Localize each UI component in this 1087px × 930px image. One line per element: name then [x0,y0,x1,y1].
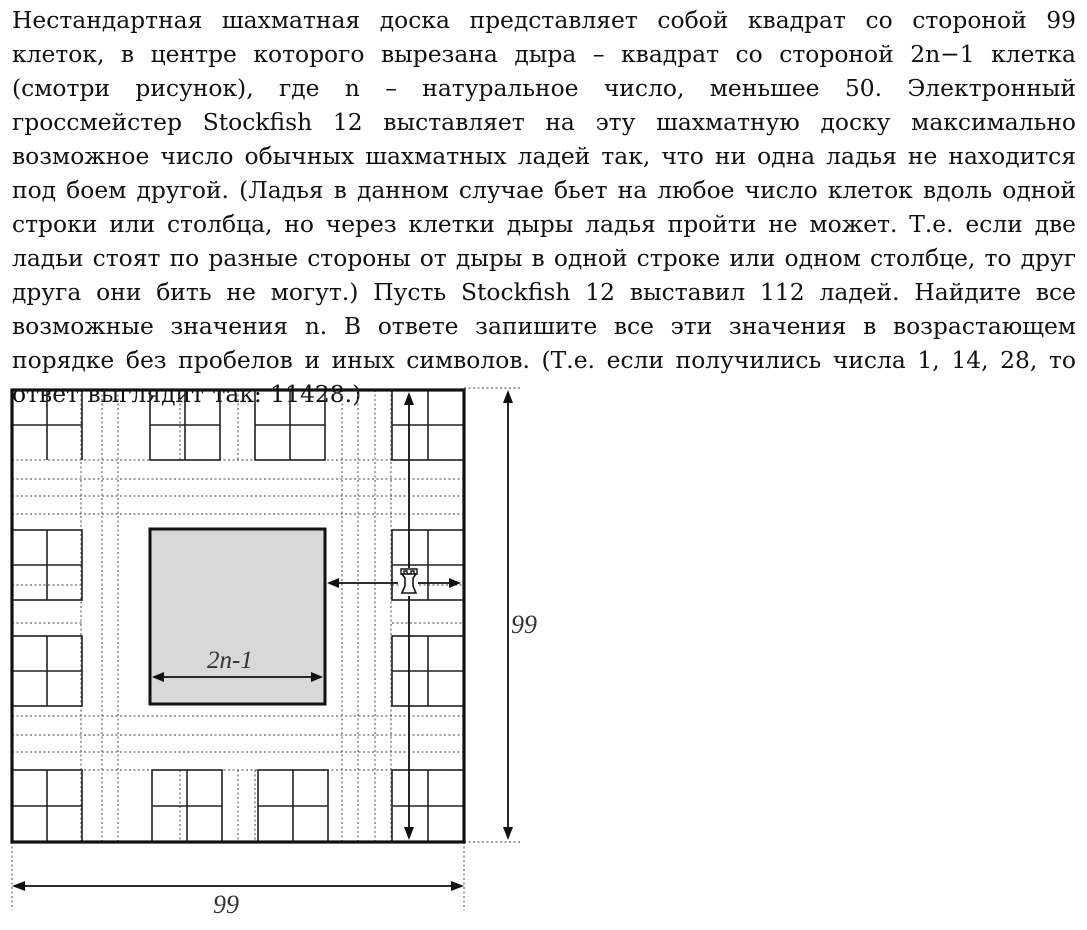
problem-text: Нестандартная шахматная доска представляет собой квадрат со стороной 99 клеток, в центре которого вырезана дыра – квадрат со стороной 2n−1 клетка (смотри рисунок), где n – натуральное число, меньшее 50. Электронный гроссмейстер Stockfish 12 выставляет на эту шахматную доску максимально возможное число обычных шахматных ладей так, что ни одна ладья не находится под боем другой. (Ладья в данном случае бьет на любое число клеток вдоль одной строки или столбца, но через клетки дыры ладья пройти не может. Т.е. если две ладьи стоят по разные стороны от дыры в одной строке или одном столбце, то друг друга они бить не могут.) Пусть Stockfish 12 выставил 112 ладей. Найдите все возможные значения n. В ответе запишите все эти значения в возрастающем порядке без пробелов и иных символов. (Т.е. если получились числа 1, 14, 28, то ответ выглядит так: 11428.) [12,6,1076,408]
rook-icon [400,568,418,596]
chessboard-diagram [0,380,560,925]
board-height-label: 99 [511,610,537,639]
problem-statement [12,3,1076,411]
chessboard-figure [0,380,560,925]
hole-label: 2n-1 [207,647,253,674]
board-side-label: 99 [213,890,239,919]
board-width-dimension [12,881,464,919]
board-height-dimension [503,390,537,840]
